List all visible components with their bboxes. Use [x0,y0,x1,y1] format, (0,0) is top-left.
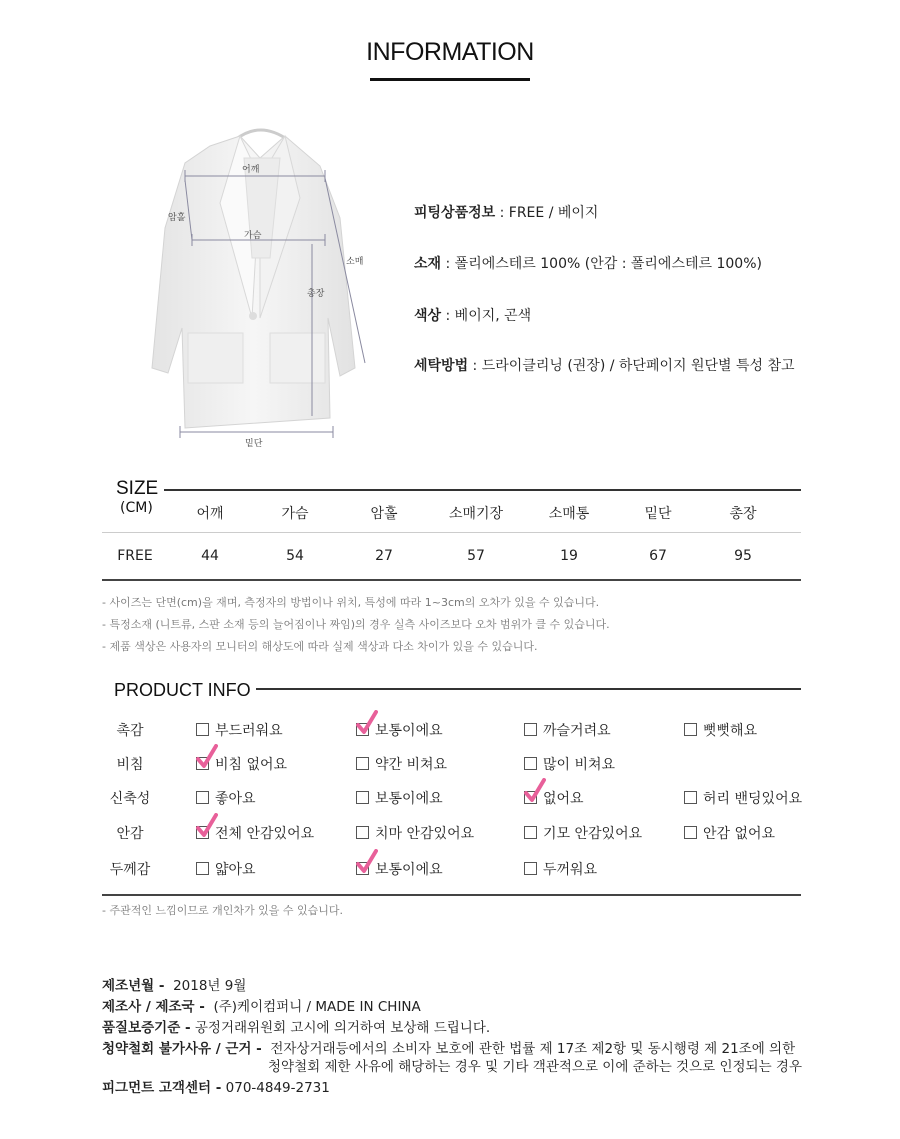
size-col-header: 어깨 [196,506,224,522]
product-info-option[interactable] [356,823,474,843]
info-material: 소재 : 폴리에스테르 100% (안감 : 폴리에스테르 100%) [414,256,762,272]
size-note: - 특정소재 (니트류, 스판 소재 등의 늘어짐이나 짜임)의 경우 실측 사이즈보다 오차 범위가 클 수 있습니다. [102,618,610,631]
option-label: 두꺼워요 [543,862,598,878]
option-label: 뻣뻣해요 [703,723,758,739]
checkbox[interactable] [684,791,697,804]
checkbox[interactable] [524,723,537,736]
footer-customer-center: 피그먼트 고객센터 - 070-4849-2731 [102,1080,330,1096]
product-info-label: 촉감 [116,723,144,739]
option-label: 허리 밴딩있어요 [703,791,803,807]
product-info-option[interactable] [524,754,615,774]
size-cell: 67 [649,548,667,564]
size-col-header: 밑단 [644,506,672,522]
product-info-note: - 주관적인 느낌이므로 개인차가 있을 수 있습니다. [102,904,343,917]
garment-illustration [140,118,380,448]
checkmark-icon [356,710,378,734]
option-label: 안감 없어요 [703,826,776,842]
page-title: INFORMATION [366,38,534,66]
size-col-header: 소매통 [548,506,590,522]
checkbox[interactable] [196,862,209,875]
checkbox-checked[interactable] [356,862,369,875]
product-info-option[interactable] [524,788,584,808]
size-col-header: 총장 [729,506,757,522]
option-label: 보통이에요 [375,862,443,878]
label-shoulder: 어깨 [242,165,260,175]
size-col-header: 암홀 [370,506,398,522]
label-length: 총장 [307,289,325,299]
footer-withdrawal: 청약철회 불가사유 / 근거 - 전자상거래등에서의 소비자 보호에 관한 법률 제 17조 제2항 및 동시행령 제 21조에 의한 [102,1041,796,1057]
option-label: 보통이에요 [375,723,443,739]
product-info-option[interactable] [196,754,287,774]
product-info-option[interactable] [524,859,597,879]
checkbox[interactable] [356,826,369,839]
size-cell: 54 [286,548,304,564]
option-label: 기모 안감있어요 [543,826,643,842]
checkbox-checked[interactable] [196,826,209,839]
footer-manufacture-date: 제조년월 - 2018년 9월 [102,978,247,994]
product-info-label: 비침 [116,757,144,773]
checkbox-checked[interactable] [524,791,537,804]
footer-manufacturer: 제조사 / 제조국 - (주)케이컴퍼니 / MADE IN CHINA [102,999,421,1015]
product-info-option[interactable] [684,788,802,808]
product-info-option[interactable] [196,823,314,843]
size-heading: SIZE [116,478,159,499]
size-cell: 44 [201,548,219,564]
divider [256,688,801,690]
info-fitting: 피팅상품정보 : FREE / 베이지 [414,205,599,221]
footer-warranty: 품질보증기준 - 공정거래위원회 고시에 의거하여 보상해 드립니다. [102,1020,491,1036]
product-info-option[interactable] [356,859,443,879]
size-note: - 사이즈는 단면(cm)을 재며, 측정자의 방법이나 위치, 특성에 따라 1~3cm의 오차가 있을 수 있습니다. [102,596,600,609]
product-info-label: 신축성 [109,791,151,807]
checkbox[interactable] [524,862,537,875]
label-sleeve: 소매 [346,257,364,267]
size-cell: 19 [560,548,578,564]
label-chest: 가슴 [244,231,262,241]
jacket-image [140,118,380,448]
checkmark-icon [356,849,378,873]
size-note: - 제품 색상은 사용자의 모니터의 해상도에 따라 실제 색상과 다소 차이가 있을 수 있습니다. [102,640,538,653]
info-washing: 세탁방법 : 드라이클리닝 (권장) / 하단페이지 원단별 특성 참고 [414,358,795,374]
checkbox-checked[interactable] [196,757,209,770]
label-armhole: 암홀 [168,213,186,223]
size-unit: (CM) [120,500,153,516]
size-col-header: 가슴 [281,506,309,522]
checkbox[interactable] [196,723,209,736]
option-label: 치마 안감있어요 [375,826,475,842]
divider [102,894,801,896]
divider [102,579,801,581]
option-label: 보통이에요 [375,791,443,807]
option-label: 까슬거려요 [543,723,611,739]
checkbox-checked[interactable] [356,723,369,736]
product-info-option[interactable] [196,788,256,808]
checkmark-icon [524,778,546,802]
product-info-option[interactable] [356,754,447,774]
label-hem: 밑단 [245,439,263,449]
product-info-option[interactable] [356,720,443,740]
option-label: 많이 비쳐요 [543,757,616,773]
option-label: 얇아요 [215,862,256,878]
option-label: 전체 안감있어요 [215,826,315,842]
footer-withdrawal-cont: 청약철회 제한 사유에 해당하는 경우 및 기타 객관적으로 이에 준하는 것으로 인정되는 경우 [268,1059,803,1075]
product-info-option[interactable] [524,720,611,740]
product-info-option[interactable] [196,720,283,740]
product-info-option[interactable] [684,823,775,843]
size-cell: 95 [734,548,752,564]
product-info-option[interactable] [196,859,256,879]
option-label: 비침 없어요 [215,757,288,773]
checkbox[interactable] [684,723,697,736]
product-info-label: 두께감 [109,862,151,878]
checkmark-icon [196,813,218,837]
product-info-label: 안감 [116,826,144,842]
product-info-option[interactable] [524,823,642,843]
option-label: 없어요 [543,791,584,807]
divider [102,532,801,533]
product-info-option[interactable] [684,720,757,740]
size-col-header: 소매기장 [448,506,504,522]
checkbox[interactable] [196,791,209,804]
product-info-option[interactable] [356,788,443,808]
product-info-heading: PRODUCT INFO [114,680,251,700]
checkbox[interactable] [356,791,369,804]
checkmark-icon [196,744,218,768]
size-row-label: FREE [117,548,153,564]
checkbox[interactable] [524,826,537,839]
option-label: 약간 비쳐요 [375,757,448,773]
option-label: 부드러워요 [215,723,283,739]
checkbox[interactable] [356,757,369,770]
info-color: 색상 : 베이지, 곤색 [414,308,532,324]
checkbox[interactable] [684,826,697,839]
size-cell: 57 [467,548,485,564]
title-underline [370,78,530,81]
option-label: 좋아요 [215,791,256,807]
size-cell: 27 [375,548,393,564]
checkbox[interactable] [524,757,537,770]
divider [164,489,801,491]
